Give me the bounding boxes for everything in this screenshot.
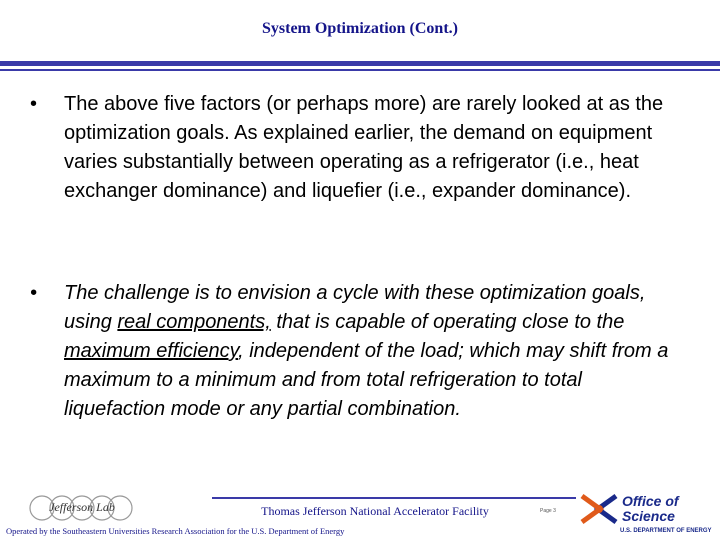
bullet-marker: • [30, 93, 38, 115]
bullet-item-1 [30, 90, 680, 206]
bullet-text-2 [64, 279, 680, 424]
bullet-text-2-part3: , independent of the load; which may shift from a maximum to a minimum and from total refrigeration to total liquefaction mode or any partial combination. [64, 340, 669, 420]
underlined-phrase-maximum-efficiency: maximum efficiency [64, 340, 239, 362]
footer-rule [212, 497, 520, 499]
header-rule-thick [0, 61, 720, 66]
office-of-science-logo-icon [578, 492, 620, 526]
bullet-marker: • [30, 282, 38, 304]
office-of-label: Office of [622, 493, 679, 509]
page-title: System Optimization (Cont.) [262, 20, 458, 37]
bullet-item-2 [30, 279, 680, 424]
jefferson-lab-logo-text: Jefferson Lab [49, 500, 115, 514]
doe-label: U.S. DEPARTMENT OF ENERGY [620, 528, 712, 534]
bullet-text-2-part2: that is capable of operating close to the [270, 311, 625, 333]
header-rule-thin [0, 69, 720, 71]
underlined-phrase-real-components: real components, [117, 311, 271, 333]
bullet-text-2-part1: The challenge is to envision a cycle with these optimization goals, using [64, 282, 646, 333]
operated-by-text: Operated by the Southeastern Universities Research Association for the U.S. Department of Energy [6, 526, 345, 536]
page-number: Page 3 [540, 508, 556, 514]
bullet-text-1: The above five factors (or perhaps more) are rarely looked at as the optimization goals. As explained earlier, the demand on equipment varies substantially between operating as a refrigerator (i.e., heat exchanger dominance) and liquefier (i.e., expander dominance). [64, 93, 664, 202]
science-label: Science [622, 508, 675, 524]
facility-name: Thomas Jefferson National Accelerator Facility [261, 504, 489, 518]
footer-rule-right [518, 497, 576, 499]
